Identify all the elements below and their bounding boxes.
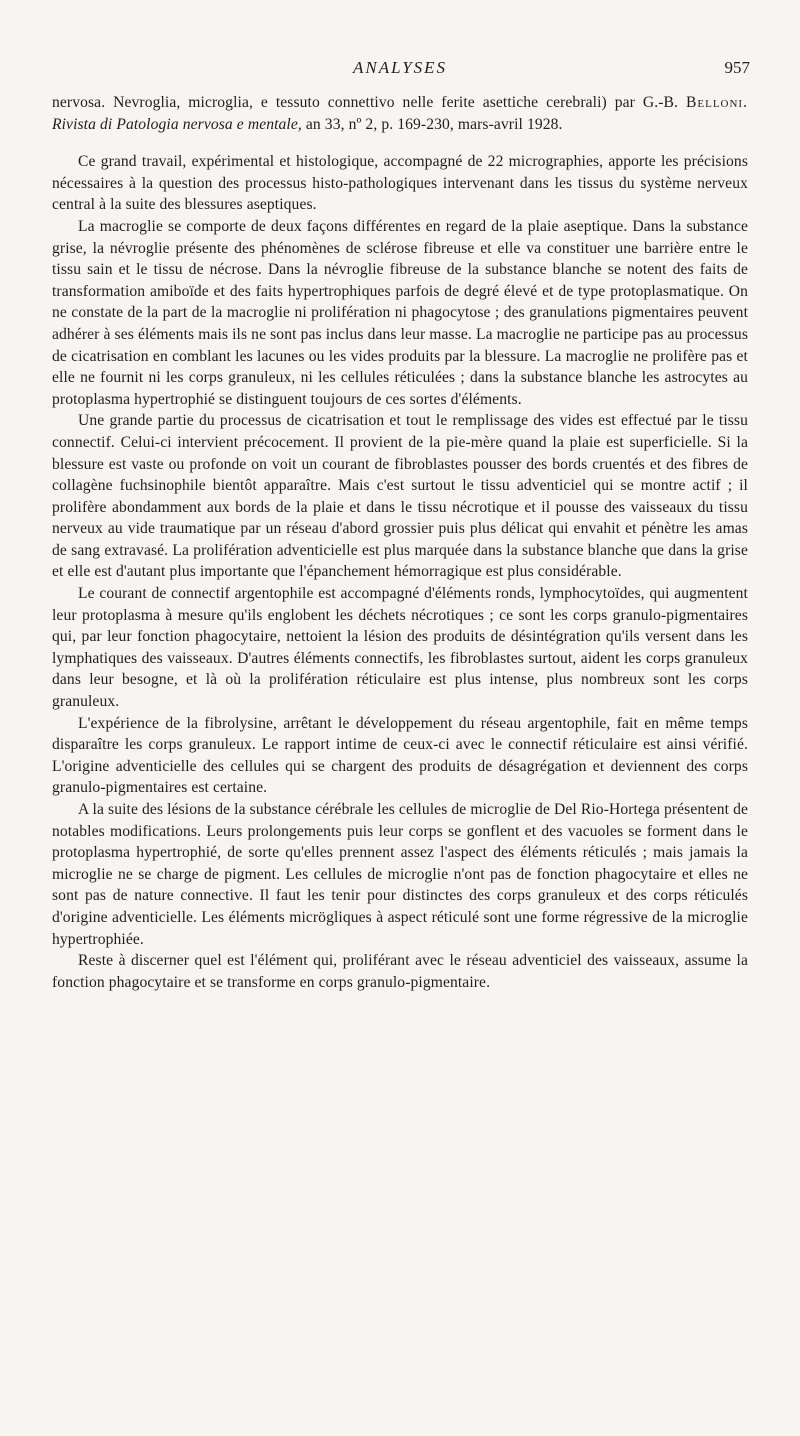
reference-journal: Rivista di Patologia nervosa e mentale, [52,115,302,133]
paragraph-5: L'expérience de la fibrolysine, arrêtant le développement du réseau argentophile, fait en même temps disparaître les corps granuleux. Le rapport intime de ceux-ci avec le connectif réticulaire est ainsi vérifié. L'origine adventicielle des cellules qui se chargent des produits de désagrégation et deviennent des corps granulo-pigmentaires est certaine. [52,714,748,797]
page-number: 957 [724,58,750,77]
paragraph-4: Le courant de connectif argentophile est accompagné d'éléments ronds, lymphocytoïdes, qui augmentent leur protoplasma à mesure qu'ils englobent les déchets nécrotiques ; ce sont les corps granulo-pigmentaires qui, par leur fonction phagocytaire, nettoient la lésion des produits de désintégration qu'ils versent dans les lymphatiques des vaisseaux. D'autres éléments connectifs, les fibroblastes surtout, aident les corps granuleux dans leur besogne, et là où la prolifération réticulaire est plus intense, plus nombreux sont les corps granuleux. [52,585,748,711]
reference-details: an 33, nº 2, p. 169-230, mars-avril 1928. [305,115,563,133]
paragraph-6: A la suite des lésions de la substance cérébrale les cellules de microglie de Del Rio-Hortega présentent de notables modifications. Leurs prolongements puis leur corps se gonflent et des vacuoles se forment dans le protoplasma hypertrophié, de sorte qu'elles prennent assez l'aspect des éléments réticulés ; mais jamais la microglie ne se charge de pigment. Les cellules de microglie n'ont pas de fonction phagocytaire et elles ne sont pas de nature connective. Il faut les tenir pour distinctes des corps granuleux et des corps réticulés d'origine adventicielle. Les éléments micrögliques à aspect réticulé sont une forme régressive de la microglie hypertrophiée. [52,801,748,948]
reference-author: Belloni. [685,94,748,111]
paragraph-7: Reste à discerner quel est l'élément qui, proliférant avec le réseau adventiciel des vaisseaux, assume la fonction phagocytaire et se transforme en corps granulo-pigmentaire. [52,952,748,991]
reference-by: par G.-B. [614,94,679,111]
paragraph-2: La macroglie se comporte de deux façons différentes en regard de la plaie aseptique. Dans la substance grise, la névroglie présente des phénomènes de sclérose fibreuse et elle va constituer une barrière entre le tissu sain et le tissu de nécrose. Dans la névroglie fibreuse de la substance blanche se notent des faits de transformation amiboïde et des faits hypertrophiques parfois de degré élevé et de type protoplasmatique. On ne constate de la part de la macroglie ni prolifération ni phagocytose ; des granulations pigmentaires peuvent adhérer à ses éléments mais ils ne sont pas inclus dans leur masse. La macroglie ne participe pas au processus de cicatrisation en comblant les lacunes ou les vides produits par la blessure. La macroglie ne prolifère pas et elle ne fournit ni les corps granuleux, ni les cellules réticulées ; dans la substance blanche les astrocytes au protoplasma hypertrophié se distinguent toujours de ces sortes d'éléments. [52,217,748,408]
article-body [52,92,748,993]
reference-citation [52,92,748,135]
paragraph-1: Ce grand travail, expérimental et histologique, accompagné de 22 micrographies, apporte les précisions nécessaires à la question des processus histo-pathologiques intervenant dans les tissus du système nerveux central à la suite des blessures aseptiques. [52,153,748,214]
running-head: ANALYSES [352,58,448,77]
paragraph-3: Une grande partie du processus de cicatrisation et tout le remplissage des vides est effectué par le tissu connectif. Celui-ci intervient précocement. Il provient de la pie-mère quand la plaie est superficielle. Si la blessure est vaste ou profonde on voit un courant de fibroblastes pousser des bords cruentés et des fibres de collagène fuchsinophile bientôt apparaître. Mais c'est surtout le tissu adventiciel qui se montre actif ; il prolifère abondamment aux bords de la plaie et dans le tissu nécrotique et il pousse des vaisseaux du tissu nerveux au vide traumatique par un réseau d'abord grossier puis plus délicat qui envahit et pénètre les amas de sang extravasé. La prolifération adventicielle est plus marquée dans la substance blanche que dans la grise et elle est d'autant plus importante que l'épanchement hémorragique est plus considérable. [52,412,748,581]
page-header [50,58,750,82]
reference-title: nervosa. Nevroglia, microglia, e tessuto connettivo nelle ferite asettiche cerebrali) [52,94,607,111]
